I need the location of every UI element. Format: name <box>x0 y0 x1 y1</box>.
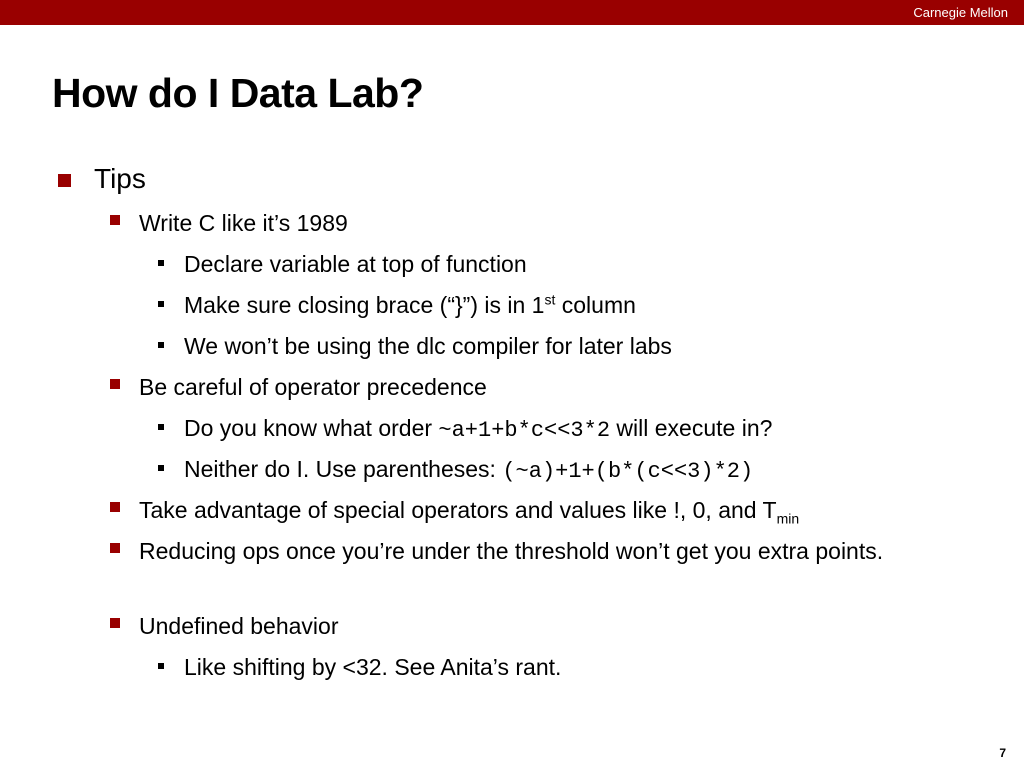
page-number: 7 <box>999 746 1006 760</box>
square-bullet-icon <box>158 424 164 430</box>
square-bullet-icon <box>158 465 164 471</box>
square-bullet-icon <box>158 342 164 348</box>
square-bullet-icon <box>158 260 164 266</box>
bullet-text: Undefined behavior <box>139 613 339 639</box>
square-bullet-icon <box>58 174 71 187</box>
text-segment: Neither do I. Use parentheses: <box>184 456 503 482</box>
bullet-text: Like shifting by <32. See Anita’s rant. <box>184 654 562 680</box>
text-segment: Do you know what order <box>184 415 439 441</box>
bullet-text <box>184 412 772 447</box>
bullet-text: Reducing ops once you’re under the threshold won’t get you extra points. <box>139 538 884 564</box>
header-bar <box>0 0 1024 25</box>
square-bullet-icon <box>110 379 120 389</box>
square-bullet-icon <box>110 618 120 628</box>
bullet-text: We won’t be using the dlc compiler for later labs <box>184 333 672 359</box>
square-bullet-icon <box>158 663 164 669</box>
code-expression: ~a+1+b*c<<3*2 <box>438 418 611 443</box>
subscript: min <box>776 510 800 527</box>
bullet-text <box>139 494 799 526</box>
bullet-text <box>184 453 753 488</box>
text-segment: will execute in? <box>610 415 773 441</box>
square-bullet-icon <box>158 301 164 307</box>
bullet-text: Tips <box>94 163 146 194</box>
slide-title: How do I Data Lab? <box>52 70 424 116</box>
text-segment: Take advantage of special operators and values like !, 0, and T <box>139 497 777 523</box>
bullet-text: Declare variable at top of function <box>184 251 527 277</box>
text-segment: Make sure closing brace (“}”) is in 1 <box>184 292 545 318</box>
superscript: st <box>544 291 556 308</box>
text-segment: column <box>555 292 636 318</box>
square-bullet-icon <box>110 543 120 553</box>
square-bullet-icon <box>110 215 120 225</box>
code-expression: (~a)+1+(b*(c<<3)*2) <box>502 459 754 484</box>
bullet-text <box>184 289 636 321</box>
square-bullet-icon <box>110 502 120 512</box>
bullet-text: Be careful of operator precedence <box>139 374 487 400</box>
bullet-text: Write C like it’s 1989 <box>139 210 348 236</box>
brand-label: Carnegie Mellon <box>913 5 1008 20</box>
